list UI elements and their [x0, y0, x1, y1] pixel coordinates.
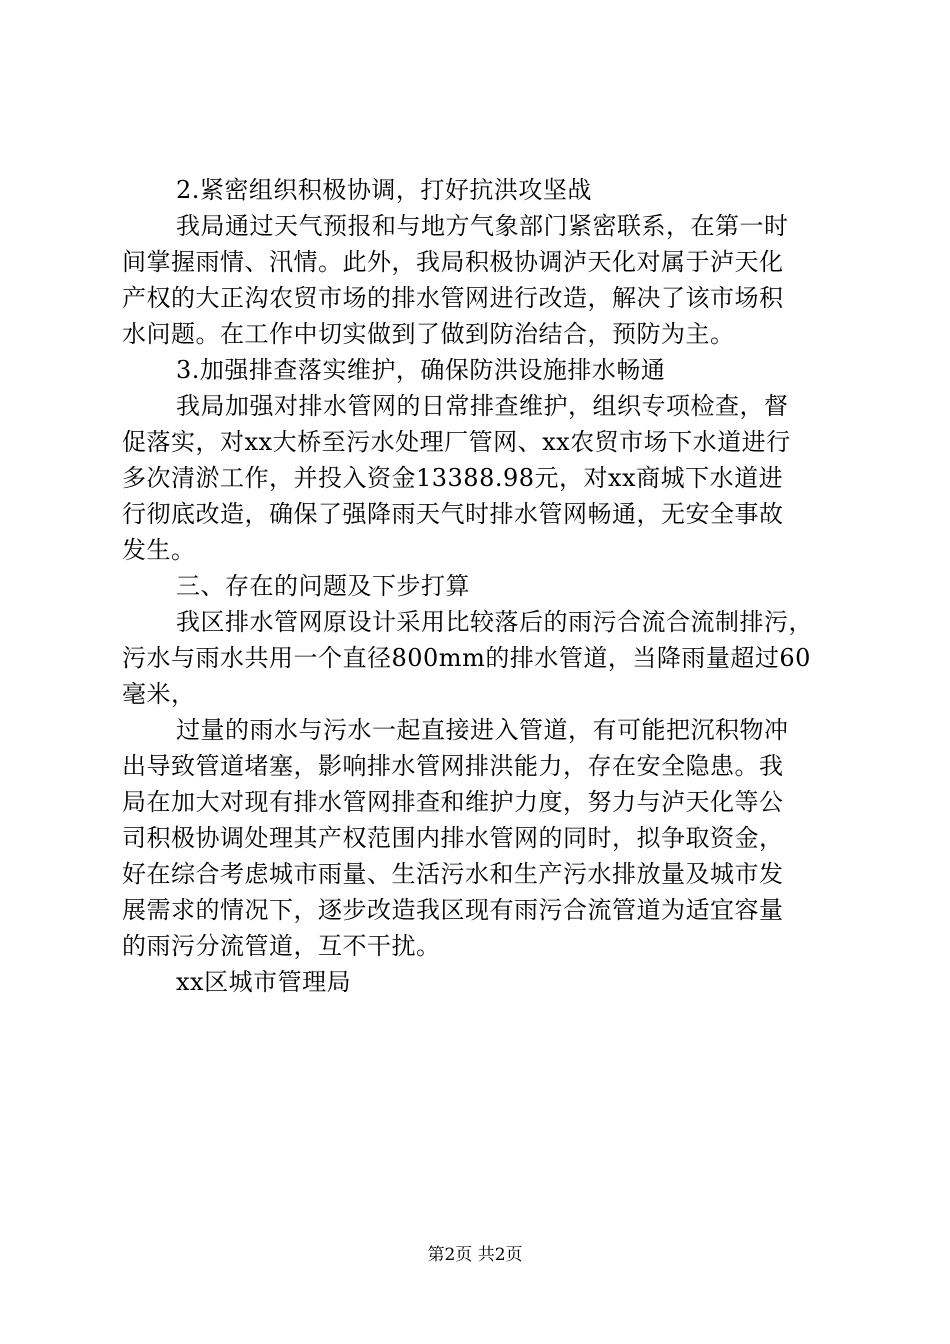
paragraph-line: 多次清淤工作，并投入资金13388.98元，对xx商城下水道进: [122, 464, 784, 492]
paragraph-line: 我区排水管网原设计采用比较落后的雨污合流合流制排污，: [176, 608, 813, 636]
section-heading-3: 3.加强排查落实维护，确保防洪设施排水畅通: [176, 356, 666, 384]
paragraph-line: 局在加大对现有排水管网排查和维护力度，努力与泸天化等公: [122, 788, 784, 816]
paragraph-line: 发生。: [122, 536, 196, 564]
paragraph-line: 促落实，对xx大桥至污水处理厂管网、xx农贸市场下水道进行: [122, 428, 791, 456]
paragraph-line: 司积极协调处理其产权范围内排水管网的同时，拟争取资金，: [122, 824, 784, 852]
paragraph-line: 行彻底改造，确保了强降雨天气时排水管网畅通，无安全事故: [122, 500, 784, 528]
paragraph-line: 产权的大正沟农贸市场的排水管网进行改造，解决了该市场积: [122, 284, 784, 312]
section-heading-problems: 三、存在的问题及下步打算: [176, 572, 470, 600]
document-body: [122, 172, 842, 1000]
paragraph-line: 出导致管道堵塞，影响排水管网排洪能力，存在安全隐患。我: [122, 752, 784, 780]
paragraph-line: 我局通过天气预报和与地方气象部门紧密联系，在第一时: [176, 212, 789, 240]
page-number-footer: 第2页 共2页: [427, 1245, 523, 1265]
paragraph-line: 展需求的情况下，逐步改造我区现有雨污合流管道为适宜容量: [122, 896, 784, 924]
paragraph-line: 污水与雨水共用一个直径800mm的排水管道，当降雨量超过60: [122, 644, 811, 672]
paragraph-line: 好在综合考虑城市雨量、生活污水和生产污水排放量及城市发: [122, 860, 784, 888]
paragraph-line: 水问题。在工作中切实做到了做到防治结合，预防为主。: [122, 320, 735, 348]
paragraph-line: 间掌握雨情、汛情。此外，我局积极协调泸天化对属于泸天化: [122, 248, 784, 276]
signature-organization: xx区城市管理局: [176, 968, 352, 996]
paragraph-line: 过量的雨水与污水一起直接进入管道，有可能把沉积物冲: [176, 716, 789, 744]
paragraph-line: 毫米，: [122, 680, 196, 708]
paragraph-line: 我局加强对排水管网的日常排查维护，组织专项检查，督: [176, 392, 789, 420]
section-heading-2: 2.紧密组织积极协调，打好抗洪攻坚战: [176, 176, 592, 204]
paragraph-line: 的雨污分流管道，互不干扰。: [122, 932, 441, 960]
